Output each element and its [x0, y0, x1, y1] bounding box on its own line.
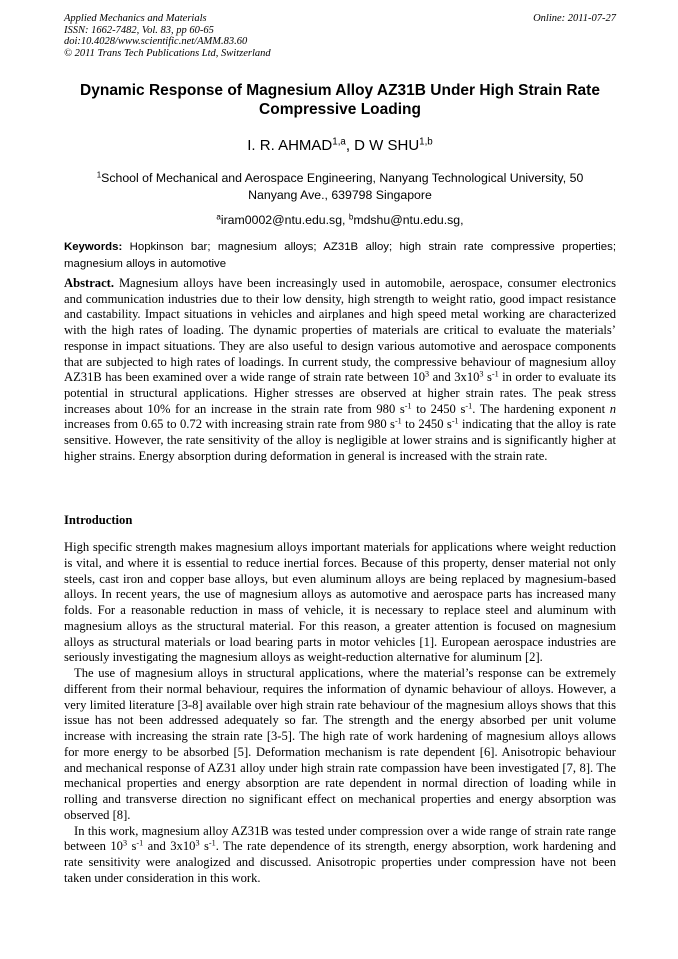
paragraph-1: High specific strength makes magnesium alloys important materials for applications where weight reduction is vital, and where it is essential to reduce inertial forces. Because of this property, denser material not only steels, cast iron and copper base alloys, but even aluminum alloys are being replaced by magnesium-based alloys. In recent years, the use of magnesium alloys as automotive and aerospace parts has increased many folds. For a reasonable reduction in mass of vehicle, it is necessary to replace steel and aluminum with magnesium alloys as the structural material. For this reason, a greater attention is focused on magnesium alloys as structural materials or load bearing parts in motor vehicles [1]. European aerospace industries are seriously investigating the magnesium alloys as weight-reduction alternative for aluminum [2].	[64, 540, 616, 665]
keywords-block	[64, 239, 616, 272]
journal-name: Applied Mechanics and Materials	[64, 13, 207, 24]
paragraph-text: . The rate dependence of its strength, energy absorption, work hardening and rate sensitivity were analogized and discussed. Anisotropic properties under compression have not been taken under consideration in this work.	[64, 839, 617, 885]
author-1-affil-mark: 1,a	[332, 136, 346, 148]
paragraph-text: In this work, magnesium alloy AZ31B was tested under compression over a wide range of strain rate range between 10	[64, 823, 616, 854]
affiliation-line-2: Nanyang Ave., 639798 Singapore	[248, 188, 432, 202]
superscript: -1	[136, 838, 144, 848]
journal-doi: doi:10.4028/www.scientific.net/AMM.83.60	[64, 36, 248, 48]
email-a-mark: a	[216, 212, 221, 222]
paragraph-text: s	[127, 839, 137, 854]
superscript: -1	[451, 416, 459, 426]
affiliation	[64, 170, 616, 204]
affiliation-line-1	[64, 170, 616, 187]
affiliation-text-1: School of Mechanical and Aerospace Engineering, Nanyang Technological University, 50	[101, 171, 584, 185]
affiliation-mark: 1	[96, 170, 102, 180]
superscript: -1	[465, 401, 473, 411]
abstract-text: to 2450 s	[401, 417, 452, 432]
abstract-text: Magnesium alloys have been increasingly used in automobile, aerospace, consumer electronics and communication industries due to their low density, high strength to weight ratio, good impact resistance and castability. Impact situations in vehicles and airplanes and high speed metal working are characterized with the high rates of loading. The dynamic properties of materials are critical to evaluate the materials’ response in impact situations. They are also useful to design various automotive and aerospace components that are subjected to high rates of loadings. In current study, the compressive behaviour of magnesium alloy AZ31B has been examined over a wide range of strain rate between 10	[64, 276, 616, 385]
author-emails	[64, 212, 616, 229]
superscript: -1	[394, 416, 402, 426]
introduction-body	[64, 540, 616, 887]
author-2-name: D W SHU	[354, 137, 420, 154]
journal-copyright: © 2011 Trans Tech Publications Ltd, Switzerland	[64, 47, 271, 59]
author-separator: ,	[345, 137, 355, 154]
abstract-text: indicating that the alloy is rate sensitive. However, the rate sensitivity of the alloy is negligible at lower strains and is significantly higher at higher strains. Energy absorption during deformation in general is increased with the strain rate.	[64, 417, 617, 463]
journal-issn: ISSN: 1662-7482, Vol. 83, pp 60-65	[64, 24, 214, 36]
abstract-text: in order to evaluate its potential in structural applications. Higher stresses are observed at higher strain rates. The peak stress increases about 10% for an increase in the strain rate from 980 s	[64, 370, 616, 416]
abstract-text: to 2450 s	[411, 401, 466, 416]
author-1-name: I. R. AHMAD	[247, 137, 333, 154]
abstract-text: s	[483, 370, 492, 385]
introduction-heading: Introduction	[64, 513, 133, 527]
paper-title-line-2: Compressive Loading	[259, 101, 421, 118]
paragraph-text: s	[199, 839, 209, 854]
author-2-affil-mark: 1,b	[419, 136, 433, 148]
superscript: -1	[491, 369, 499, 379]
abstract-block	[64, 276, 616, 464]
paragraph-3	[64, 824, 616, 887]
email-b: mdshu@ntu.edu.sg,	[353, 213, 464, 227]
online-date: Online: 2011-07-27	[533, 13, 616, 24]
abstract-text: . The hardening exponent	[472, 401, 610, 416]
email-b-mark: b	[348, 212, 354, 222]
author-list	[64, 137, 616, 155]
superscript: 3	[195, 838, 200, 848]
keywords-label: Keywords:	[64, 241, 123, 253]
superscript: 3	[479, 369, 484, 379]
superscript: 3	[122, 838, 128, 848]
keywords-text: Hopkinson bar; magnesium alloys; AZ31B alloy; high strain rate compressive properties; magnesium alloys in automotive	[64, 241, 616, 270]
hardening-exponent-symbol: n	[609, 401, 616, 416]
abstract-label: Abstract.	[64, 276, 115, 290]
paragraph-2: The use of magnesium alloys in structural applications, where the material’s response can be extremely different from their normal behaviour, requires the information of dynamic behaviour of alloys. However, a very limited literature [3-8] available over high strain rate behaviour of the magnesium alloys shows that this issue has not been addressed adequately so far. The strength and the energy absorbed per unit volume increase with increasing the strain rate [3-5]. The high rate of work hardening of magnesium alloys allows for more energy to be absorbed [5]. Deformation mechanism is rate dependent [6]. Anisotropic behaviour and mechanical response of AZ31 alloy under high strain rate compassion have been investigated [7, 8]. The mechanical properties and energy absorption are rate dependent in normal direction of loading while in rolling and transverse direction no significant effect on mechanical properties and energy absorption was observed [8].	[64, 666, 616, 822]
abstract-text: increases from 0.65 to 0.72 with increasing strain rate from 980 s	[64, 417, 395, 432]
email-a: iram0002@ntu.edu.sg,	[220, 213, 349, 227]
paper-title-line-1: Dynamic Response of Magnesium Alloy AZ31B Under High Strain Rate	[80, 82, 600, 99]
journal-header	[64, 13, 616, 59]
superscript: -1	[208, 838, 216, 848]
superscript: 3	[425, 369, 430, 379]
paragraph-text: and 3x10	[143, 839, 196, 854]
superscript: -1	[404, 401, 412, 411]
abstract-text: and 3x10	[429, 370, 480, 385]
paper-title	[64, 81, 616, 119]
